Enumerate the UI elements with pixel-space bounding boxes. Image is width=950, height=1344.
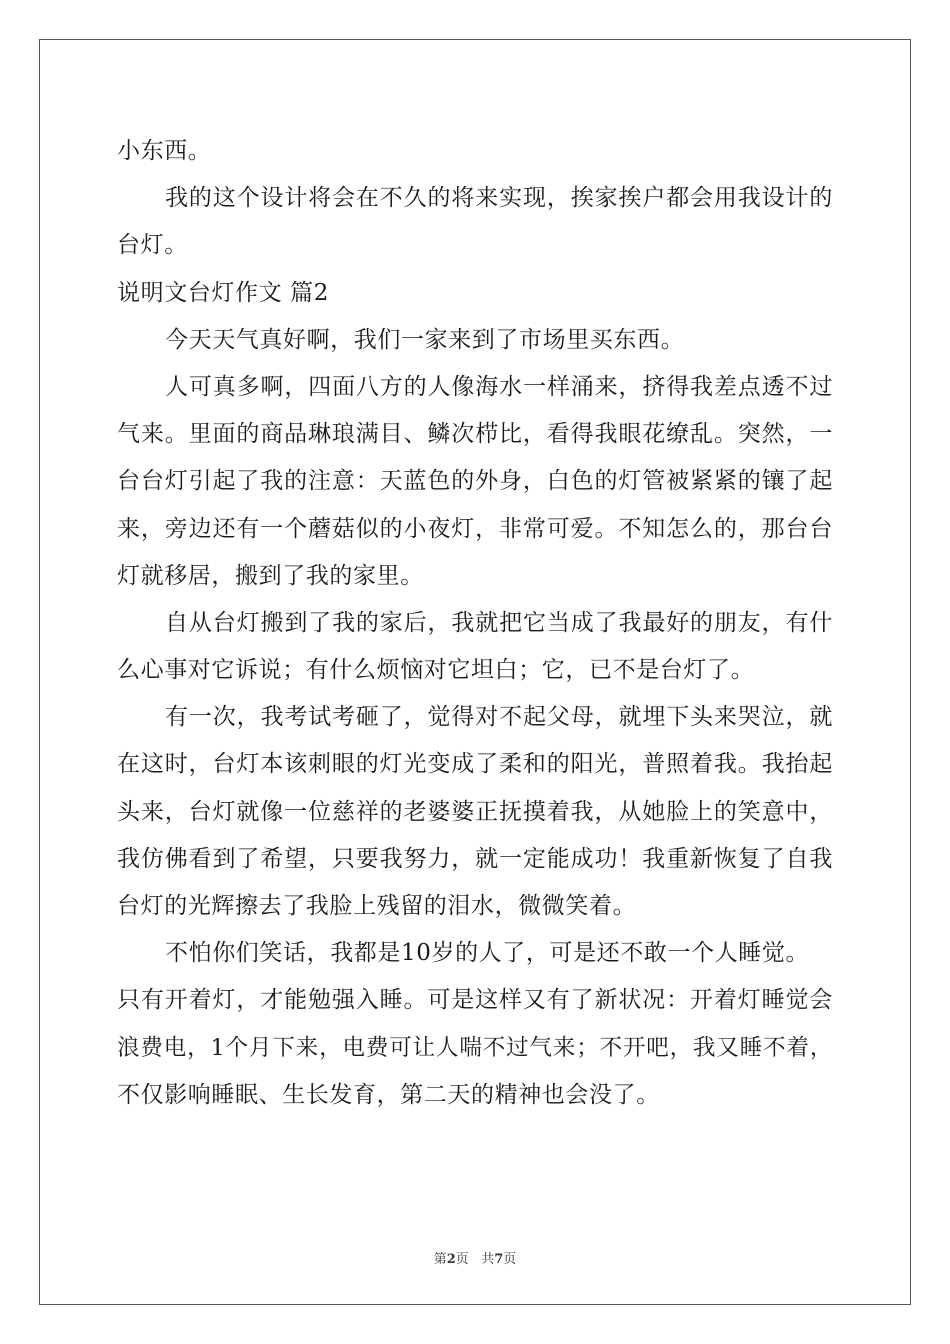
text-line: 么心事对它诉说；有什么烦恼对它坦白；它，已不是台灯了。: [117, 657, 755, 684]
footer-prefix: 第: [433, 1252, 447, 1267]
text-line: 自从台灯搬到了我的家后，我就把它当成了我最好的朋友，有什: [165, 609, 833, 636]
text-line: 来，旁边还有一个蘑菇似的小夜灯，非常可爱。不知怎么的，那台台: [117, 515, 833, 542]
total-page-number: 7: [494, 1252, 504, 1267]
text-line: 台台灯引起了我的注意：天蓝色的外身，白色的灯管被紧紧的镶了起: [117, 468, 833, 495]
footer-middle: 页 共: [455, 1252, 495, 1267]
text-line: 今天天气真好啊，我们一家来到了市场里买东西。: [165, 326, 685, 353]
text-line: 浪费电，1个月下来，电费可让人喘不过气来；不开吧，我又睡不着，: [117, 1034, 833, 1061]
text-line: 不仅影响睡眠、生长发育，第二天的精神也会没了。: [117, 1081, 660, 1108]
text-line: 台灯的光辉擦去了我脸上残留的泪水，微微笑着。: [117, 893, 637, 919]
text-line: 小东西。: [117, 138, 212, 164]
text-line: 气来。里面的商品琳琅满目、鳞次栉比，看得我眼花缭乱。突然，一: [117, 421, 833, 448]
text-line: 我的这个设计将会在不久的将来实现，挨家挨户都会用我设计的: [165, 185, 833, 212]
page-footer: [0, 1248, 950, 1267]
text-line: 只有开着灯，才能勉强入睡。可是这样又有了新状况：开着灯睡觉会: [117, 987, 833, 1014]
footer-suffix: 页: [503, 1252, 517, 1267]
text-line: 说明文台灯作文 篇2: [117, 279, 329, 306]
current-page-number: 2: [446, 1252, 456, 1267]
text-line: 台灯。: [117, 232, 188, 259]
text-line: 人可真多啊，四面八方的人像海水一样涌来，挤得我差点透不过: [165, 373, 833, 400]
text-line: 有一次，我考试考砸了，觉得对不起父母，就埋下头来哭泣，就: [165, 704, 833, 731]
text-line: 不怕你们笑话，我都是10岁的人了，可是还不敢一个人睡觉。: [165, 940, 810, 967]
document-body: [117, 128, 833, 1119]
text-line: 头来，台灯就像一位慈祥的老婆婆正抚摸着我，从她脸上的笑意中，: [117, 798, 833, 825]
text-line: 灯就移居，搬到了我的家里。: [117, 562, 424, 589]
text-line: 我仿佛看到了希望，只要我努力，就一定能成功！我重新恢复了自我: [117, 845, 833, 872]
text-line: 在这时，台灯本该刺眼的灯光变成了柔和的阳光，普照着我。我抬起: [117, 751, 833, 778]
